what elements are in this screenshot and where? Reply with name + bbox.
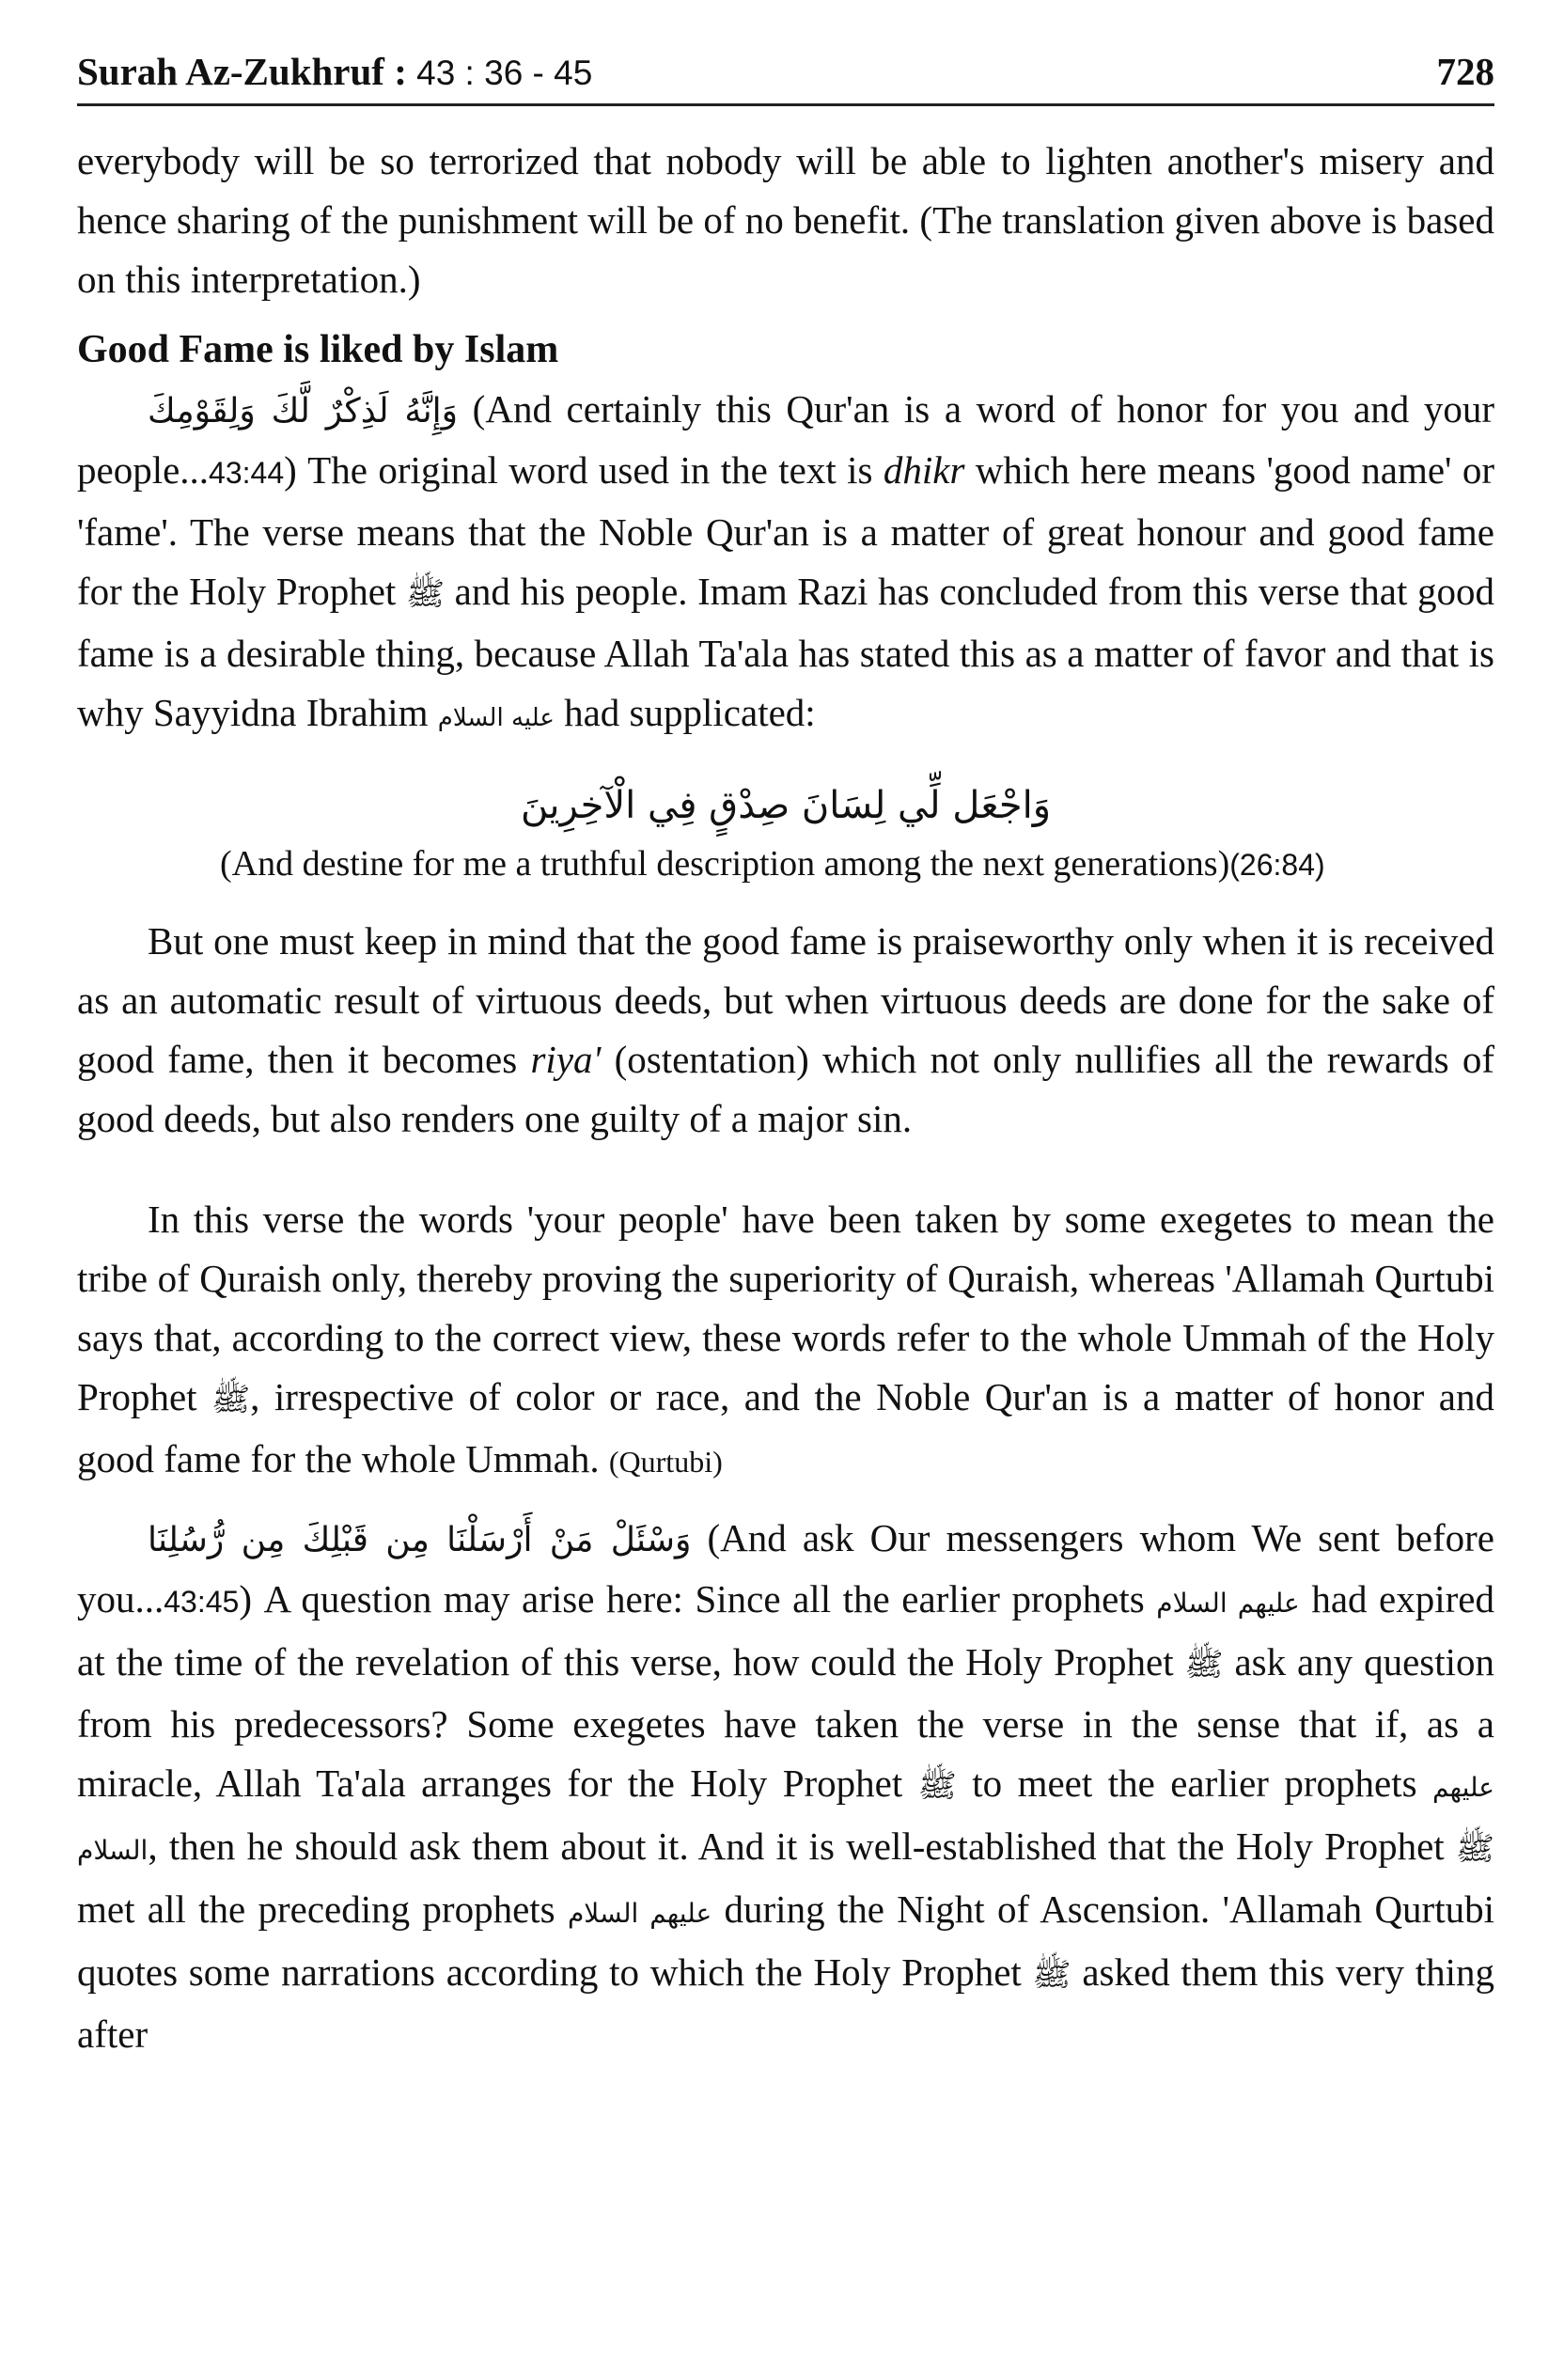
p2-text-3: which here means 'good name' or 'fame'. The verse means that the Noble Qur'an is a matter of great honour and good fame for the Holy Prophet xyxy=(77,448,1494,613)
p2-text-2: ) The original word used in the text is xyxy=(284,448,884,492)
p2-verse-ref: 43:44 xyxy=(209,456,285,490)
surah-name: Surah Az-Zukhruf : xyxy=(77,50,417,93)
p5-text-1: (And ask Our messengers whom We sent before you... xyxy=(77,1516,1494,1621)
paragraph-4 xyxy=(77,1190,1494,1492)
p5-text-3: had expired at the time of the revelation of this verse, how could the Holy Prophet xyxy=(77,1577,1494,1683)
arabic-verse-inline: وَإِنَّهُ لَذِكْرٌ لَّكَ وَلِقَوْمِكَ xyxy=(148,392,459,431)
paragraph-1: everybody will be so terrorized that nobody will be able to lighten another's misery and hence sharing of the punishment will be of no benefit. (The translation given above is based on this interpretation.) xyxy=(77,139,1494,301)
page-header xyxy=(77,41,1494,107)
term-riya: riya' xyxy=(530,1038,602,1081)
p3-text-2: (ostentation) which not only nullifies all the rewards of good deeds, but also renders one guilty of a major sin. xyxy=(77,1038,1494,1140)
arabic-verse-inline: وَسْئَلْ مَنْ أَرْسَلْنَا مِن قَبْلِكَ مِن رُّسُلِنَا xyxy=(148,1521,692,1559)
p5-text-9: asked them this very thing after xyxy=(77,1950,1495,2056)
p4-text-1: In this verse the words 'your people' have been taken by some exegetes to mean the tribe of Quraish only, thereby proving the superiority of Quraish, whereas 'Allamah Qurtubi says that, according to the correct view, these words refer to the whole Ummah of the Holy Prophet xyxy=(77,1198,1494,1418)
verse-range: 43 : 36 - 45 xyxy=(416,54,593,92)
p2-text-1: (And certainly this Qur'an is a word of honor for you and your people... xyxy=(77,387,1494,492)
p2-text-5: had supplicated: xyxy=(554,691,816,734)
honorific-alayhim: عليهم السلام xyxy=(567,1898,712,1929)
paragraph-5 xyxy=(77,1509,1494,2064)
honorific-pbuh: ﷺ xyxy=(1455,1830,1494,1868)
verse-translation-ref: (26:84) xyxy=(1229,848,1325,882)
term-dhikr: dhikr xyxy=(883,448,965,492)
page-body xyxy=(77,132,1494,2064)
honorific-as: عليه السلام xyxy=(437,704,555,732)
honorific-alayhim: عليهم السلام xyxy=(1156,1588,1300,1619)
p4-text-2: , irrespective of color or race, and the Noble Qur'an is a matter of honor and good fame for the whole Ummah. xyxy=(77,1375,1494,1480)
p5-text-4: ask any question from his predecessors? Some exegetes have taken the verse in the sense that if, as a miracle, Allah Ta'ala arranges for the Holy Prophet xyxy=(77,1640,1495,1805)
paragraph-2 xyxy=(77,380,1494,748)
honorific-alayhim: عليهم السلام xyxy=(77,1772,1494,1866)
honorific-pbuh: ﷺ xyxy=(1032,1956,1071,1994)
p5-verse-ref: 43:45 xyxy=(164,1585,240,1619)
honorific-pbuh: ﷺ xyxy=(405,575,446,613)
honorific-pbuh: ﷺ xyxy=(1184,1646,1224,1683)
paragraph-3 xyxy=(77,912,1494,1149)
verse-translation-text: (And destine for me a truthful description among the next generations) xyxy=(220,844,1230,884)
p3-text-1: But one must keep in mind that the good fame is praiseworthy only when it is received as an automatic result of virtuous deeds, but when virtuous deeds are done for the sake of good fame, then it becomes xyxy=(77,919,1494,1081)
header-rule xyxy=(77,103,1494,106)
p5-text-7: met all the preceding prophets xyxy=(77,1887,568,1931)
p5-text-5: to meet the earlier prophets xyxy=(956,1762,1433,1805)
p5-text-2: ) A question may arise here: Since all the earlier prophets xyxy=(239,1577,1157,1621)
honorific-pbuh: ﷺ xyxy=(211,1381,251,1418)
section-heading: Good Fame is liked by Islam xyxy=(77,328,559,371)
verse-translation xyxy=(220,838,1423,891)
honorific-pbuh: ﷺ xyxy=(917,1767,957,1805)
page-number: 728 xyxy=(1436,50,1494,93)
arabic-verse-block: وَاجْعَل لِّي لِسَانَ صِدْقٍ فِي الْآخِرِينَ xyxy=(520,784,1052,827)
p5-text-6: , then he should ask them about it. And it is well-established that the Holy Prophet xyxy=(148,1824,1456,1868)
p2-text-4: and his people. Imam Razi has concluded from this verse that good fame is a desirable thing, because Allah Ta'ala has stated this as a matter of favor and that is why Sayyidna Ibrahim xyxy=(77,570,1494,734)
citation-qurtubi: (Qurtubi) xyxy=(608,1445,723,1479)
running-title xyxy=(77,49,592,94)
p5-text-8: during the Night of Ascension. 'Allamah Qurtubi quotes some narrations according to which the Holy Prophet xyxy=(77,1887,1494,1994)
